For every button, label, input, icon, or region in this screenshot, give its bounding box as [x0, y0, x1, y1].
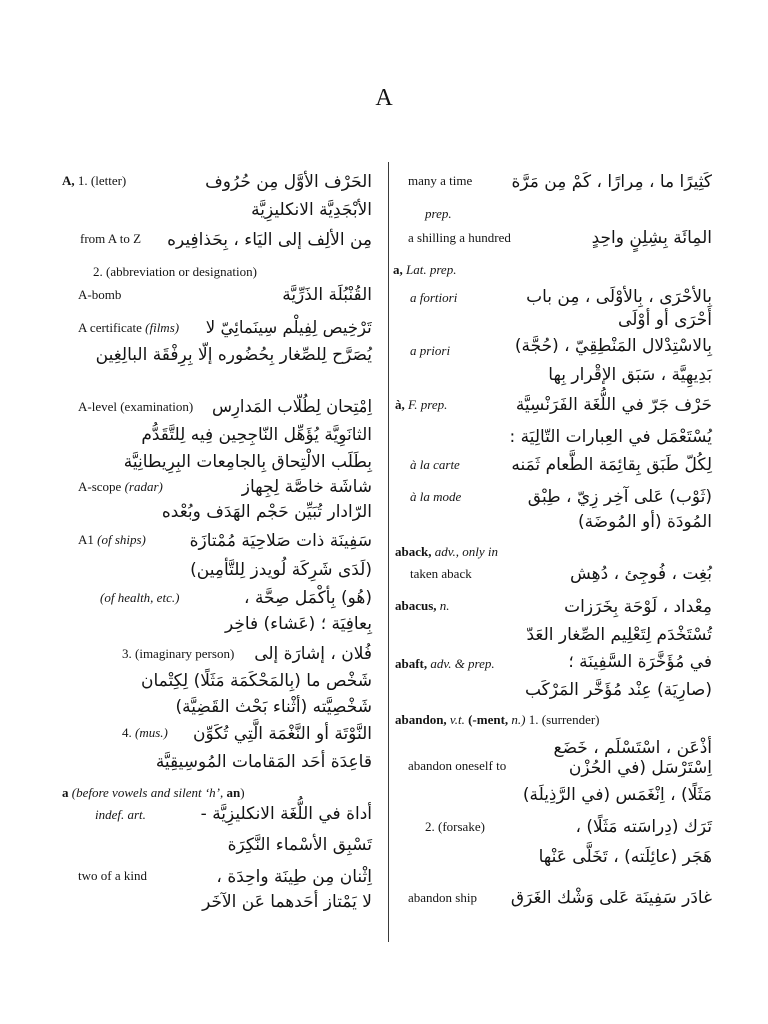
- arabic-text: الثانَوِيَّة يُؤَهِّل النّاجِحِين فِيه لِلتَّقَدُّم: [141, 425, 372, 445]
- arabic-text: بِالاسْتِدْلال المَنْطِقِيّ ، (حُجَّة): [514, 336, 712, 356]
- entry-line: [395, 397, 447, 413]
- arabic-text: أحْرَى أو أوْلَى: [618, 310, 712, 330]
- arabic-translation: [478, 453, 712, 477]
- entry-line: [78, 320, 179, 336]
- entry-line: [395, 712, 600, 728]
- phrase: taken aback: [410, 566, 472, 581]
- arabic-text: فُلان ، إشارَة إلى: [254, 644, 372, 664]
- headword: abaft,: [395, 656, 428, 671]
- phrase: A1: [78, 532, 94, 547]
- phrase: a priori: [410, 343, 451, 358]
- arabic-translation: [480, 285, 712, 309]
- arabic-text: بِالأحْرَى ، بِالأوْلَى ، مِن باب: [526, 287, 712, 307]
- arabic-text: النَّوْتَة أو النَّغْمَة الَّتِي تُكَوِّن: [193, 724, 372, 744]
- arabic-translation: [90, 423, 372, 447]
- arabic-text: (لَدَى شَرِكَة لُويدز لِلتَّأمِين): [190, 560, 372, 580]
- arabic-translation: [212, 395, 372, 419]
- arabic-translation: [160, 228, 372, 252]
- entry-line: [410, 343, 450, 359]
- part-of-speech: n.: [439, 598, 450, 613]
- entry-line: [122, 725, 168, 741]
- part-of-speech: adv. & prep.: [430, 656, 495, 671]
- arabic-text: أذْعَن ، اسْتَسْلَم ، خَضَع: [553, 738, 712, 758]
- arabic-text: شاشَة خاصَّة لِجِهاز: [241, 477, 372, 497]
- arabic-text: لا يَمْتاز أحَدهما عَن الآخَر: [202, 892, 372, 912]
- entry-line: [393, 262, 456, 278]
- entry-line: [395, 544, 498, 560]
- headword: a: [62, 785, 69, 800]
- arabic-text: شَخْصِيَّته (أثْناء بَحْث القَضِيَّة): [175, 697, 372, 717]
- arabic-translation: [520, 650, 712, 674]
- arabic-translation: [400, 845, 712, 869]
- arabic-text: المِائَة بِشِلِنٍ واحِدٍ: [591, 228, 712, 248]
- part-of-speech: F. prep.: [408, 397, 448, 412]
- usage-label: (radar): [124, 479, 163, 494]
- arabic-translation: [140, 283, 372, 307]
- arabic-translation: [90, 558, 372, 582]
- arabic-translation: [186, 722, 372, 746]
- arabic-translation: [165, 529, 372, 553]
- part-of-speech: v.t.: [449, 712, 465, 727]
- entry-line: [62, 785, 245, 801]
- arabic-translation: [400, 783, 712, 807]
- entry-line: [78, 532, 146, 548]
- phrase: many a time: [408, 173, 473, 188]
- arabic-translation: [534, 226, 712, 250]
- headword: A,: [62, 173, 75, 188]
- usage-label: (of health, etc.): [100, 590, 180, 605]
- phrase: two of a kind: [78, 868, 147, 883]
- phrase: abandon oneself to: [408, 758, 507, 773]
- arabic-translation: [155, 170, 372, 194]
- closing-paren: ): [240, 785, 245, 800]
- arabic-text: غادَر سَفِينَة عَلى وَشْك الغَرَق: [510, 888, 712, 908]
- arabic-text: لِكُلّ طَبَق بِقائِمَة الطَّعام ثَمَنه: [511, 455, 712, 475]
- arabic-translation: [90, 198, 372, 222]
- entry-line: [410, 489, 461, 505]
- arabic-translation: [90, 750, 372, 774]
- arabic-text: مِعْداد ، لَوْحَة بِخَرَزات: [564, 597, 712, 617]
- arabic-translation: [400, 363, 712, 387]
- sense-label: 1. (letter): [77, 173, 127, 188]
- headword: a,: [393, 262, 403, 277]
- phrase: a shilling a hundred: [408, 230, 511, 245]
- arabic-text: شَخْص ما (بِالمَحْكَمَة مَثَلًا) لِكِتْمان: [140, 671, 372, 691]
- arabic-text: أداة في اللُّغَة الانكليزِيَّة -: [200, 804, 372, 824]
- arabic-translation: [205, 586, 372, 610]
- arabic-text: (ثَوْب) عَلى آخِر زِيّ ، طِبْق: [527, 487, 712, 507]
- sense-label: 1. (surrender): [528, 712, 600, 727]
- arabic-text: تَرْخِيص لِفِيلْم سِينَمائِيّ لا: [206, 318, 372, 338]
- phrase: A certificate: [78, 320, 142, 335]
- usage-label: (mus.): [135, 725, 168, 740]
- phrase: abandon ship: [408, 890, 477, 905]
- arabic-text: بَدِيهِيَّة ، سَبَق الإقْرار بِها: [548, 365, 712, 385]
- arabic-text: القُنْبُلَة الذَرِّيَّة: [282, 285, 372, 305]
- arabic-text: هَجَر (عائِلَته) ، تَخَلَّى عَنْها: [538, 847, 712, 867]
- entry-line: [100, 590, 179, 606]
- headword: aback,: [395, 544, 432, 559]
- entry-line: [410, 457, 460, 473]
- arabic-text: الرّادار تُبَيِّن حَجْم الهَدَف وبُعْده: [161, 502, 372, 522]
- arabic-translation: [470, 595, 712, 619]
- arabic-text: بُغِت ، فُوجِئ ، دُهِش: [569, 564, 712, 584]
- entry-line: [410, 290, 457, 306]
- arabic-text: الأبْجَدِيَّة الانكليزِيَّة: [251, 200, 372, 220]
- arabic-translation: [165, 802, 372, 826]
- arabic-text: اِمْتِحان لِطُلّاب المَدارِس: [211, 397, 372, 417]
- arabic-translation: [400, 425, 712, 449]
- arabic-translation: [206, 316, 372, 340]
- arabic-translation: [400, 308, 712, 332]
- arabic-translation: [90, 669, 372, 693]
- derivative: (-ment,: [468, 712, 509, 727]
- arabic-text: تَسْبِق الأسْماء النَّكِرَة: [227, 835, 372, 855]
- phrase: from A to Z: [80, 231, 142, 246]
- phrase: A-scope: [78, 479, 122, 494]
- arabic-translation: [470, 334, 712, 358]
- entry-line: [395, 656, 495, 672]
- headword: abandon,: [395, 712, 447, 727]
- part-of-speech: prep.: [425, 206, 452, 221]
- arabic-text: يُسْتَعْمَل في العِبارات التّالِيَة :: [509, 427, 712, 447]
- arabic-text: اِسْتَرْسَل (في الحُزْن: [568, 758, 712, 778]
- sense-label: 3. (imaginary person): [122, 646, 235, 661]
- part-of-speech: Lat. prep.: [406, 262, 457, 277]
- section-letter: A: [375, 85, 393, 111]
- phrase: a fortiori: [410, 290, 458, 305]
- usage-note: (before vowels and silent ‘h’,: [71, 785, 224, 800]
- alternate-form: an: [226, 785, 241, 800]
- arabic-translation: [90, 833, 372, 857]
- arabic-translation: [90, 450, 372, 474]
- arabic-translation: [492, 562, 712, 586]
- arabic-text: (صارِيَة) عِنْد مُؤَخَّر المَرْكَب: [524, 680, 712, 700]
- arabic-text: سَفِينَة ذات صَلاحِيَة مُمْتازَة: [189, 531, 372, 551]
- part-of-speech: indef. art.: [95, 807, 146, 822]
- arabic-translation: [170, 865, 372, 889]
- arabic-text: المُودَة (أو المُوضَة): [577, 512, 712, 532]
- arabic-translation: [505, 815, 712, 839]
- sense-label: 4.: [122, 725, 132, 740]
- headword: à,: [395, 397, 405, 412]
- entry-line: [78, 479, 163, 495]
- arabic-text: يُصَرَّح لِلصِّغار بِحُضُوره إلّا بِرِفْقَة البالِغِين: [95, 345, 372, 365]
- arabic-translation: [490, 170, 712, 194]
- arabic-text: مِن الألِف إلى اليَاء ، بِحَذافِيره: [167, 230, 372, 250]
- usage-label: (films): [145, 320, 180, 335]
- arabic-text: كَثِيرًا ما ، مِرارًا ، كَمْ مِن مَرَّة: [511, 172, 712, 192]
- entry-line: [95, 807, 146, 823]
- arabic-translation: [90, 890, 372, 914]
- arabic-translation: [492, 886, 712, 910]
- arabic-translation: [400, 510, 712, 534]
- entry-line: [425, 206, 452, 222]
- entry-line: [395, 598, 450, 614]
- arabic-text: بِعافِيَة ؛ (عَشاء) فاخِر: [224, 614, 372, 634]
- column-divider: [388, 162, 389, 942]
- arabic-translation: [400, 623, 712, 647]
- arabic-text: مَثَلًا) ، اِنْغَمَس (في الرَّذِيلَة): [522, 785, 712, 805]
- arabic-translation: [90, 343, 372, 367]
- arabic-text: الحَرْف الأوَّل مِن حُرُوف: [205, 172, 372, 192]
- arabic-translation: [90, 695, 372, 719]
- arabic-text: تَرَك (دِراسَته مَثَلًا) ،: [575, 817, 712, 837]
- arabic-translation: [400, 678, 712, 702]
- arabic-text: في مُؤَخَّرَة السَّفِينَة ؛: [568, 652, 712, 672]
- arabic-translation: [90, 612, 372, 636]
- phrase: à la mode: [410, 489, 462, 504]
- arabic-text: قاعِدَة أحَد المَقامات المُوسِيقِيَّة: [155, 752, 372, 772]
- usage-label: (of ships): [97, 532, 146, 547]
- phrase: A-bomb: [78, 287, 122, 302]
- entry-line: [62, 173, 126, 189]
- part-of-speech: adv., only in: [434, 544, 499, 559]
- derivative-pos: n.): [511, 712, 526, 727]
- headword: abacus,: [395, 598, 437, 613]
- arabic-text: (هُو) بِأكْمَل صِحَّة ،: [244, 588, 372, 608]
- sense-label: 2. (forsake): [425, 819, 485, 834]
- arabic-translation: [468, 393, 712, 417]
- phrase: à la carte: [410, 457, 460, 472]
- arabic-text: حَرْف جَرّ في اللُّغَة الفَرَنْسِيَّة: [515, 395, 712, 415]
- arabic-translation: [180, 475, 372, 499]
- arabic-translation: [252, 642, 372, 666]
- arabic-translation: [90, 500, 372, 524]
- phrase: A-level (examination): [78, 399, 194, 414]
- sense-label: 2. (abbreviation or designation): [93, 264, 257, 279]
- arabic-text: تُسْتَخْدَم لِتَعْلِيم الصِّغار العَدّ: [526, 625, 712, 645]
- arabic-text: بِطَلَب الالْتِحاق بِالجامِعات البِرِيطانِيَّة: [123, 452, 372, 472]
- arabic-text: اِثْنان مِن طِينَة واحِدَة ،: [216, 867, 372, 887]
- arabic-translation: [478, 485, 712, 509]
- arabic-translation: [530, 756, 712, 780]
